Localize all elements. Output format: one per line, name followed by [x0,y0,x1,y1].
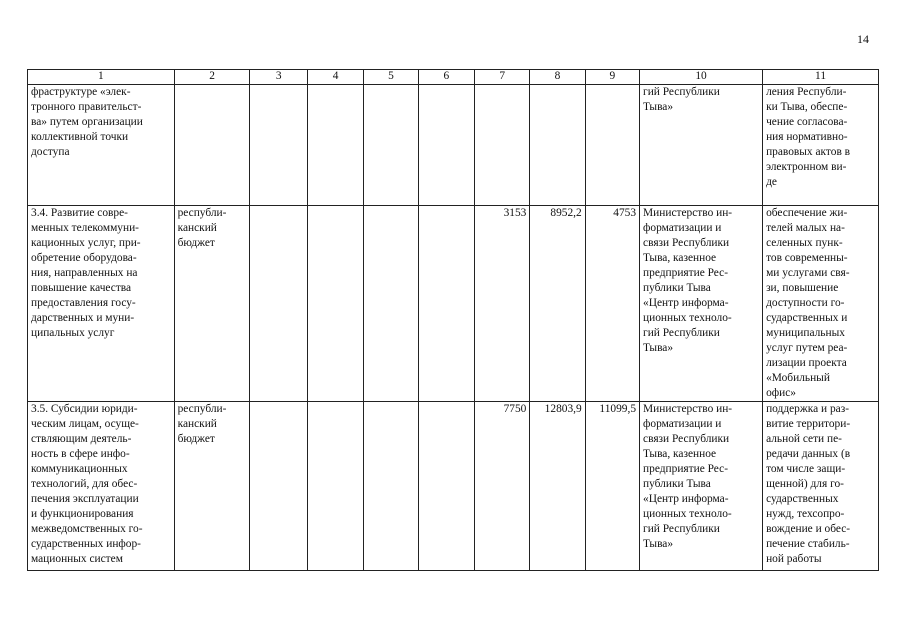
column-header: 1 [28,70,175,85]
cell-col4 [307,85,363,206]
table-header-row [28,70,879,85]
cell-col3 [250,85,307,206]
column-header: 7 [474,70,529,85]
cell-result: обеспечение жи- телей малых на- селенных пунк- тов современны- ми услугами свя- зи, повышение доступности го- сударственных и муниципальных услуг путем реа- лизации проекта «Мобильный офис» [763,206,879,402]
cell-col9: 4753 [585,206,639,402]
column-header: 6 [418,70,474,85]
column-header: 11 [763,70,879,85]
cell-result: ления Республи- ки Тыва, обеспе- чение согласова- ния нормативно- правовых актов в электронном ви- де [763,85,879,206]
cell-description: 3.4. Развитие совре- менных телекоммуни- кационных услуг, при- обретение оборудова- ния, направленных на повышение качества предоставления госу- дарственных и муни- ципальных услуг [28,206,175,402]
cell-description: фраструктуре «элек- тронного правительст- ва» путем организации коллективной точки доступа [28,85,175,206]
cell-col6 [418,85,474,206]
cell-col8: 12803,9 [530,402,585,571]
cell-col9: 11099,5 [585,402,639,571]
column-header: 8 [530,70,585,85]
cell-col4 [307,206,363,402]
cell-executor: Министерство ин- форматизации и связи Республики Тыва, казенное предприятие Рес- публики Тыва «Центр информа- ционных техноло- гий Республики Тыва» [640,402,763,571]
cell-col5 [364,206,418,402]
cell-col7: 7750 [474,402,529,571]
cell-source [174,85,250,206]
cell-col7 [474,85,529,206]
column-header: 5 [364,70,418,85]
cell-col4 [307,402,363,571]
column-header: 2 [174,70,250,85]
cell-description: 3.5. Субсидии юриди- ческим лицам, осуще- ствляющим деятель- ность в сфере инфо- коммуникационных технологий, для обес- печения эксплуатации и функционирования межведомственных го- сударственных инфор- мационных систем [28,402,175,571]
cell-col5 [364,402,418,571]
cell-source: республи- канский бюджет [174,206,250,402]
cell-col9 [585,85,639,206]
cell-executor: Министерство ин- форматизации и связи Республики Тыва, казенное предприятие Рес- публики Тыва «Центр информа- ционных техноло- гий Республики Тыва» [640,206,763,402]
cell-col5 [364,85,418,206]
cell-col7: 3153 [474,206,529,402]
column-header: 9 [585,70,639,85]
table-row [28,206,879,402]
table-row [28,402,879,571]
cell-col6 [418,206,474,402]
cell-source: республи- канский бюджет [174,402,250,571]
cell-executor: гий Республики Тыва» [640,85,763,206]
cell-col3 [250,402,307,571]
cell-col8 [530,85,585,206]
cell-col8: 8952,2 [530,206,585,402]
column-header: 10 [640,70,763,85]
column-header: 3 [250,70,307,85]
table-row [28,85,879,206]
cell-col6 [418,402,474,571]
cell-result: поддержка и раз- витие территори- альной сети пе- редачи данных (в том числе защи- щенной) для го- сударственных нужд, техсопро- вождение и обес- печение стабиль- ной работы [763,402,879,571]
page-number: 14 [857,32,869,46]
column-header: 4 [307,70,363,85]
cell-col3 [250,206,307,402]
program-table [27,69,879,571]
